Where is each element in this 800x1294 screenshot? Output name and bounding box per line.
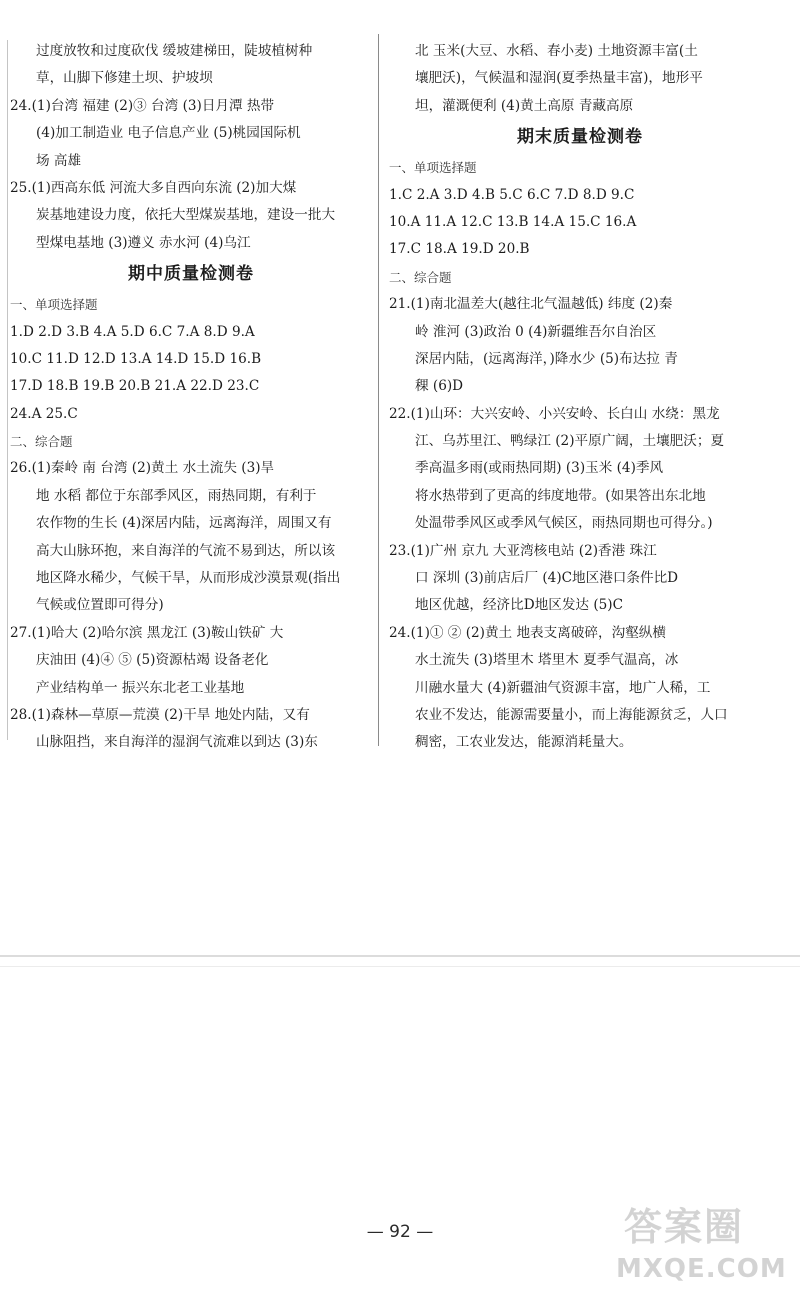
answer-line: 山脉阻挡，来自海洋的湿润气流难以到达 (3)东	[36, 734, 318, 751]
answer-line: 气候或位置即可得分)	[36, 597, 164, 614]
answer-line: 处温带季风区或季风气候区，雨热同期也可得分。)	[415, 515, 713, 532]
answer-line: 壤肥沃)，气候温和湿润(夏季热量丰富)，地形平	[415, 70, 703, 87]
page-fold-line	[0, 955, 800, 957]
page-number: — 92 —	[366, 1222, 434, 1242]
answer-line: 水土流失 (3)塔里木 塔里木 夏季气温高，冰	[415, 652, 679, 669]
answer-line: 川融水量大 (4)新疆油气资源丰富，地广人稀，工	[415, 679, 711, 696]
answer-line: 过度放牧和过度砍伐 缓坡建梯田，陡坡植树种	[36, 43, 313, 59]
answer-line: 深居内陆，(远离海洋，)降水少 (5)布达拉 青	[415, 350, 678, 367]
answer-line: 17.D 18.B 19.B 20.B 21.A 22.D 23.C	[10, 378, 260, 395]
right-continued-answers	[389, 38, 771, 120]
answer-line: 庆油田 (4)④ ⑤ (5)资源枯竭 设备老化	[36, 652, 269, 669]
answer-line: 28.(1)森林—草原—荒漠 (2)干旱 地处内陆，又有	[10, 706, 310, 723]
answer-line: 24.A 25.C	[10, 405, 78, 422]
answer-line: 10.A 11.A 12.C 13.B 14.A 15.C 16.A	[389, 213, 637, 230]
final-answers	[389, 154, 771, 757]
watermark-en-text: MXQE.COM	[616, 1254, 787, 1284]
answer-line: 北 玉米(大豆、水稻、春小麦) 土地资源丰富(土	[415, 43, 698, 59]
left-margin-rule	[7, 40, 8, 740]
answer-line: 岭 淮河 (3)政治 0 (4)新疆维吾尔自治区	[415, 323, 657, 340]
answer-line: 地区优越，经济比D地区发达 (5)C	[415, 597, 624, 614]
section-heading: 二、综合题	[10, 434, 73, 450]
column-divider	[378, 34, 379, 746]
answer-line: 稞 (6)D	[415, 378, 464, 395]
answer-line: 将水热带到了更高的纬度地带。(如果答出东北地	[415, 487, 706, 504]
answer-line: 江、乌苏里江、鸭绿江 (2)平原广阔，土壤肥沃；夏	[415, 433, 725, 450]
answer-line: 22.(1)山环：大兴安岭、小兴安岭、长白山 水绕：黑龙	[389, 405, 720, 422]
answer-line: 23.(1)广州 京九 大亚湾核电站 (2)香港 珠江	[389, 542, 657, 559]
section-heading: 二、综合题	[389, 269, 452, 285]
answer-line: 坦，灌溉便利 (4)黄土高原 青藏高原	[415, 97, 634, 114]
answer-line: 产业结构单一 振兴东北老工业基地	[36, 679, 245, 696]
section-heading: 一、单项选择题	[10, 297, 98, 313]
answer-line: 季高温多雨(或雨热同期) (3)玉米 (4)季风	[415, 460, 664, 477]
watermark-cn-text: 答案圈	[624, 1205, 745, 1249]
answer-line: 稠密，工农业发达，能源消耗量大。	[415, 734, 633, 751]
answer-line: 1.C 2.A 3.D 4.B 5.C 6.C 7.D 8.D 9.C	[389, 186, 635, 203]
answer-line: 10.C 11.D 12.D 13.A 14.D 15.D 16.B	[10, 350, 262, 367]
page-fold-shadow	[0, 966, 800, 967]
answer-line: 26.(1)秦岭 南 台湾 (2)黄土 水土流失 (3)旱	[10, 460, 275, 477]
answer-line: 高大山脉环抱，来自海洋的气流不易到达，所以该	[36, 542, 336, 559]
answer-line: 1.D 2.D 3.B 4.A 5.D 6.C 7.A 8.D 9.A	[10, 323, 255, 340]
answer-line: 21.(1)南北温差大(越往北气温越低) 纬度 (2)秦	[389, 296, 673, 313]
answer-line: 地区降水稀少，气候干旱，从而形成沙漠景观(指出	[36, 570, 341, 587]
answer-line: 24.(1)台湾 福建 (2)③ 台湾 (3)日月潭 热带	[10, 97, 275, 114]
answer-line: 口 深圳 (3)前店后厂 (4)C地区港口条件比D	[415, 570, 679, 587]
answer-line: 17.C 18.A 19.D 20.B	[389, 241, 530, 258]
answer-line: 27.(1)哈大 (2)哈尔滨 黑龙江 (3)鞍山铁矿 大	[10, 624, 284, 641]
answer-line: 农作物的生长 (4)深居内陆，远离海洋，周围又有	[36, 515, 332, 532]
watermark-logo	[602, 1196, 794, 1292]
answer-line: 地 水稻 都位于东部季风区，雨热同期，有利于	[36, 487, 317, 504]
answer-line: 草，山脚下修建土坝、护坡坝	[36, 70, 213, 87]
midterm-answers	[10, 291, 372, 757]
answer-line: 场 高雄	[36, 152, 82, 169]
answer-line: 型煤电基地 (3)遵义 赤水河 (4)乌江	[36, 234, 251, 251]
right-column	[389, 38, 771, 757]
answer-line: 24.(1)① ② (2)黄土 地表支离破碎，沟壑纵横	[389, 624, 666, 641]
left-continued-answers	[10, 38, 372, 257]
answer-line: 农业不发达，能源需要量小，而上海能源贫乏，人口	[415, 706, 728, 723]
final-title: 期末质量检测卷	[517, 127, 643, 148]
section-heading: 一、单项选择题	[389, 160, 477, 176]
midterm-title: 期中质量检测卷	[128, 264, 254, 285]
answer-line: 炭基地建设力度，依托大型煤炭基地，建设一批大	[36, 207, 336, 224]
answer-line: 25.(1)西高东低 河流大多自西向东流 (2)加大煤	[10, 179, 297, 196]
left-column	[10, 38, 372, 757]
answer-line: (4)加工制造业 电子信息产业 (5)桃园国际机	[36, 125, 301, 142]
